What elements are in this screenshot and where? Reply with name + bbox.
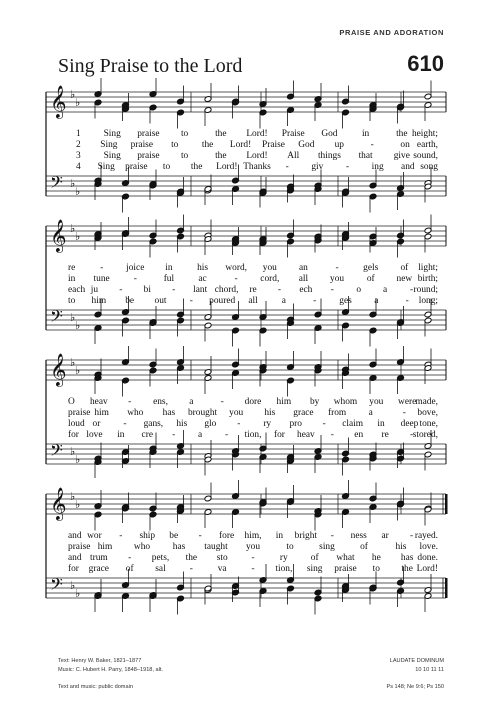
lyric-syllable: in — [361, 129, 370, 139]
lyric-syllable: were — [398, 397, 417, 407]
lyric-syllable: him — [276, 397, 292, 407]
treble-clef: 𝄞 — [50, 487, 67, 520]
lyric-syllable: cre — [141, 430, 154, 440]
lyric-syllable: loud — [68, 419, 85, 429]
lyric-syllable: 2 — [76, 140, 81, 150]
lyric-syllable: tion, — [244, 430, 262, 440]
lyric-syllable: to — [171, 140, 179, 150]
lyric-syllable: 3 — [76, 151, 81, 161]
lyric-syllable: praise — [137, 129, 160, 139]
lyric-syllable: gels — [363, 263, 379, 273]
flat-sign: ♭ — [75, 230, 81, 243]
lyric-hyphen: - — [277, 285, 281, 295]
lyric-hyphen: - — [330, 531, 334, 541]
lyric-syllable: pets, — [151, 553, 170, 563]
meter: 10 10 11 11 — [415, 667, 444, 673]
music-credit: Music: C. Hubert H. Parry, 1848–1918, alt. — [58, 667, 163, 673]
flat-sign: ♭ — [75, 453, 81, 466]
lyric-syllable: Lord! — [229, 140, 252, 150]
flat-sign: ♭ — [70, 445, 76, 458]
lyric-hyphen: - — [285, 162, 289, 172]
lyric-hyphen: - — [133, 274, 137, 284]
lyric-syllable: sing — [306, 564, 323, 574]
lyric-hyphen: - — [322, 419, 326, 429]
lyric-syllable: ens, — [153, 397, 168, 407]
lyric-syllable: has — [162, 408, 176, 418]
lyric-hyphen: - — [251, 553, 255, 563]
lyric-syllable: ac — [198, 274, 207, 284]
lyric-hyphen: - — [172, 430, 176, 440]
lyric-hyphen: - — [237, 419, 241, 429]
lyric-syllable: a — [189, 397, 194, 407]
lyric-hyphen: - — [225, 430, 229, 440]
lyric-syllable: o — [356, 285, 362, 295]
lyric-syllable: an — [299, 263, 308, 273]
lyric-syllable: in — [165, 263, 173, 273]
lyric-syllable: you — [369, 397, 384, 407]
lyric-syllable: his — [197, 263, 209, 273]
lyric-syllable: glo — [204, 419, 217, 429]
lyric-hyphen: - — [128, 553, 132, 563]
lyric-syllable: light; — [418, 263, 438, 273]
lyric-syllable: giv — [311, 162, 324, 172]
flat-sign: ♭ — [75, 364, 81, 377]
bass-clef: 𝄢 — [50, 440, 63, 464]
scripture-refs: Ps 148; Ne 9:6; Ps 150 — [386, 684, 444, 690]
lyric-syllable: to — [286, 542, 294, 552]
lyric-hyphen: - — [234, 274, 238, 284]
lyric-syllable: the — [396, 129, 408, 139]
lyric-hyphen: - — [251, 564, 255, 574]
bass-clef: 𝄢 — [50, 306, 63, 330]
final-barline — [445, 494, 448, 514]
lyric-hyphen: - — [189, 564, 193, 574]
lyric-syllable: the — [215, 151, 227, 161]
lyric-syllable: love — [86, 430, 103, 440]
lyric-hyphen: - — [172, 285, 176, 295]
lyric-syllable: in — [377, 419, 385, 429]
flat-sign: ♭ — [70, 88, 76, 101]
lyric-syllable: All — [287, 151, 300, 161]
lyric-syllable: Praise — [281, 129, 305, 139]
lyric-syllable: Thanks — [243, 162, 271, 172]
lyric-syllable: height; — [411, 129, 438, 139]
lyric-syllable: en — [354, 430, 364, 440]
lyric-syllable: new — [396, 274, 413, 284]
treble-clef: 𝄞 — [50, 85, 67, 118]
lyric-syllable: ar — [381, 531, 389, 541]
lyric-syllable: Lord! — [246, 151, 268, 161]
lyric-syllable: a — [198, 430, 203, 440]
treble-clef: 𝄞 — [50, 219, 67, 252]
flat-sign: ♭ — [70, 177, 76, 190]
bass-clef: 𝄢 — [50, 574, 63, 598]
lyric-hyphen: - — [313, 296, 317, 306]
lyric-syllable: you — [330, 274, 345, 284]
lyric-syllable: made, — [415, 397, 438, 407]
lyric-syllable: praise — [68, 408, 91, 418]
lyric-hyphen: - — [220, 397, 224, 407]
lyric-syllable: a — [281, 296, 286, 306]
lyric-syllable: wor — [87, 531, 102, 541]
lyric-syllable: Lord! — [216, 162, 238, 172]
lyric-syllable: tion, — [275, 564, 293, 574]
lyric-hyphen: - — [402, 408, 406, 418]
flat-sign: ♭ — [75, 587, 81, 600]
lyric-syllable: Sing — [97, 162, 115, 172]
lyric-syllable: ech — [299, 285, 313, 295]
lyric-syllable: sing — [319, 542, 335, 552]
lyric-hyphen: - — [370, 140, 374, 150]
lyric-syllable: God — [298, 140, 315, 150]
lyric-syllable: in — [275, 531, 284, 541]
lyric-syllable: trum — [89, 553, 108, 563]
bass-clef: 𝄢 — [50, 172, 63, 196]
lyric-syllable: of — [400, 263, 409, 273]
flat-sign: ♭ — [70, 356, 76, 369]
lyric-syllable: from — [327, 408, 347, 418]
lyric-syllable: a — [374, 296, 379, 306]
lyric-syllable: long; — [418, 296, 438, 306]
credits — [58, 657, 163, 692]
lyric-syllable: him — [94, 408, 109, 418]
lyric-hyphen: - — [335, 263, 339, 273]
lyric-syllable: love. — [419, 542, 438, 552]
lyric-syllable: done. — [417, 553, 438, 563]
lyric-syllable: on — [400, 140, 410, 150]
lyric-syllable: 4 — [76, 162, 81, 172]
lyric-syllable: he — [371, 553, 381, 563]
lyric-syllable: you — [245, 542, 261, 552]
lyric-syllable: heav — [297, 430, 315, 440]
lyric-syllable: sal — [155, 564, 166, 574]
lyric-syllable: be — [169, 531, 179, 541]
lyric-syllable: to — [180, 129, 189, 139]
lyric-syllable: the — [190, 162, 203, 172]
lyric-syllable: praise — [137, 151, 160, 161]
lyric-syllable: all — [248, 296, 258, 306]
lyric-syllable: him, — [244, 531, 262, 541]
section-label: PRAISE AND ADORATION — [339, 28, 444, 37]
flat-sign: ♭ — [75, 498, 81, 511]
lyric-syllable: a — [383, 285, 388, 295]
lyric-hyphen: - — [128, 397, 132, 407]
lyric-syllable: va — [217, 564, 227, 574]
lyric-syllable: joice — [126, 263, 145, 273]
lyric-syllable: song — [420, 162, 438, 172]
lyric-syllable: has — [400, 553, 414, 563]
lyric-syllable: each — [68, 285, 86, 295]
lyric-hyphen: - — [405, 296, 409, 306]
lyric-syllable: ful — [163, 274, 175, 284]
lyric-hyphen: - — [410, 285, 414, 295]
lyric-syllable: pro — [289, 419, 302, 429]
treble-clef: 𝄞 — [50, 353, 67, 386]
lyric-syllable: you — [229, 408, 244, 418]
lyric-syllable: 1 — [76, 129, 81, 139]
flat-sign: ♭ — [70, 490, 76, 503]
flat-sign: ♭ — [75, 185, 81, 198]
lyric-syllable: claim — [342, 419, 364, 429]
lyric-syllable: his — [176, 419, 188, 429]
lyric-syllable: poured — [209, 296, 236, 306]
lyric-syllable: deep — [400, 419, 419, 429]
lyric-syllable: him — [91, 296, 107, 306]
lyric-syllable: and — [401, 162, 415, 172]
lyric-syllable: round; — [413, 285, 438, 295]
lyric-syllable: you — [262, 263, 277, 273]
lyric-syllable: sto — [216, 553, 228, 563]
lyric-syllable: praise — [334, 564, 357, 574]
lyric-syllable: O — [68, 397, 75, 407]
lyric-syllable: ry — [263, 419, 272, 429]
lyric-hyphen: - — [198, 531, 202, 541]
lyric-syllable: ges — [339, 296, 352, 306]
lyric-hyphen: - — [119, 285, 123, 295]
lyric-hyphen: - — [123, 419, 127, 429]
lyric-syllable: for — [273, 430, 285, 440]
tune-name: LAUDATE DOMINUM — [389, 658, 444, 664]
lyric-syllable: brought — [187, 408, 218, 418]
lyric-syllable: the — [401, 564, 413, 574]
lyric-syllable: praise — [130, 140, 154, 150]
lyric-syllable: all — [298, 274, 309, 284]
lyric-syllable: that — [358, 151, 373, 161]
lyric-syllable: chord, — [214, 285, 239, 295]
lyric-syllable: dore — [244, 397, 262, 407]
lyric-syllable: stored, — [412, 430, 438, 440]
lyric-syllable: bove, — [417, 408, 438, 418]
lyric-syllable: for — [68, 564, 79, 574]
lyric-syllable: praise — [68, 542, 91, 552]
lyric-syllable: bi — [143, 285, 151, 295]
lyric-syllable: whom — [333, 397, 358, 407]
lyric-syllable: Sing — [103, 151, 121, 161]
lyric-syllable: sound, — [413, 151, 438, 161]
lyric-syllable: a — [368, 408, 373, 418]
lyric-syllable: give — [393, 151, 410, 161]
music-system — [46, 480, 448, 615]
rights-notice: Text and music: public domain — [58, 684, 133, 690]
final-barline — [445, 578, 448, 598]
music-system — [46, 346, 446, 478]
lyric-syllable: heav — [89, 397, 108, 407]
lyric-syllable: praise — [125, 162, 148, 172]
lyric-hyphen: - — [330, 285, 334, 295]
music-system — [46, 78, 446, 213]
lyric-syllable: for — [68, 430, 79, 440]
lyric-syllable: or — [92, 419, 101, 429]
lyric-hyphen: - — [410, 430, 414, 440]
lyric-syllable: Lord! — [416, 564, 438, 574]
lyric-syllable: has — [172, 542, 186, 552]
lyric-syllable: Praise — [261, 140, 285, 150]
lyric-syllable: to — [180, 151, 189, 161]
hymn-number: 610 — [407, 51, 444, 76]
lyric-syllable: fore — [219, 531, 235, 541]
lyric-syllable: tone, — [419, 419, 438, 429]
lyric-syllable: Sing — [103, 129, 121, 139]
flat-sign: ♭ — [70, 311, 76, 324]
lyric-syllable: ju — [90, 285, 99, 295]
lyric-syllable: taught — [204, 542, 228, 552]
lyric-syllable: God — [321, 129, 338, 139]
lyric-syllable: by — [309, 397, 320, 407]
lyric-syllable: who — [133, 542, 151, 552]
lyric-syllable: birth; — [417, 274, 438, 284]
lyric-hyphen: - — [345, 162, 350, 172]
lyric-syllable: grace — [293, 408, 314, 418]
lyric-syllable: ing — [371, 162, 384, 172]
lyric-syllable: things — [317, 151, 341, 161]
lyric-hyphen: - — [189, 296, 193, 306]
lyric-syllable: him — [97, 542, 113, 552]
lyric-hyphen: - — [330, 430, 334, 440]
lyric-syllable: grace — [88, 564, 109, 574]
lyric-syllable: ness — [350, 531, 367, 541]
lyric-syllable: rayed. — [414, 531, 438, 541]
lyric-syllable: to — [162, 162, 171, 172]
lyric-syllable: to — [372, 564, 380, 574]
lyric-syllable: of — [310, 553, 319, 563]
lyric-hyphen: - — [410, 531, 414, 541]
lyric-syllable: up — [334, 140, 344, 150]
flat-sign: ♭ — [75, 319, 81, 332]
lyric-syllable: re — [249, 285, 257, 295]
lyric-syllable: re — [68, 263, 76, 273]
lyric-syllable: gans, — [143, 419, 164, 429]
lyric-syllable: of — [360, 542, 368, 552]
hymn-title: Sing Praise to the Lord — [58, 55, 243, 77]
lyric-syllable: re — [381, 430, 389, 440]
lyric-syllable: out — [154, 296, 167, 306]
flat-sign: ♭ — [70, 579, 76, 592]
lyric-hyphen: - — [119, 531, 123, 541]
lyric-syllable: tune — [93, 274, 110, 284]
lyric-syllable: his — [395, 542, 407, 552]
lyric-syllable: the — [185, 553, 198, 563]
lyric-syllable: the — [215, 129, 227, 139]
lyric-syllable: earth, — [416, 140, 438, 150]
flat-sign: ♭ — [75, 96, 81, 109]
lyric-syllable: who — [127, 408, 144, 418]
lyric-syllable: cord, — [260, 274, 280, 284]
lyric-syllable: what — [336, 553, 355, 563]
lyric-syllable: to — [68, 296, 76, 306]
lyric-syllable: of — [125, 564, 134, 574]
lyric-syllable: bright — [294, 531, 318, 541]
flat-sign: ♭ — [70, 222, 76, 235]
lyric-syllable: Sing — [100, 140, 118, 150]
lyric-syllable: ship — [139, 531, 156, 541]
lyric-syllable: in — [117, 430, 125, 440]
lyric-syllable: lant — [193, 285, 208, 295]
lyric-syllable: his — [264, 408, 276, 418]
lyric-hyphen: - — [100, 263, 104, 273]
lyric-syllable: ry — [279, 553, 288, 563]
text-credit: Text: Henry W. Baker, 1821–1877 — [58, 658, 142, 664]
lyric-syllable: and — [68, 553, 82, 563]
lyric-syllable: the — [201, 140, 214, 150]
music-system — [46, 215, 446, 347]
lyric-syllable: Lord! — [246, 129, 268, 139]
lyric-syllable: and — [68, 531, 82, 541]
tune-info — [386, 657, 444, 692]
lyric-syllable: be — [125, 296, 135, 306]
lyric-syllable: in — [68, 274, 76, 284]
lyric-syllable: of — [366, 274, 375, 284]
lyric-syllable: word, — [225, 263, 247, 273]
